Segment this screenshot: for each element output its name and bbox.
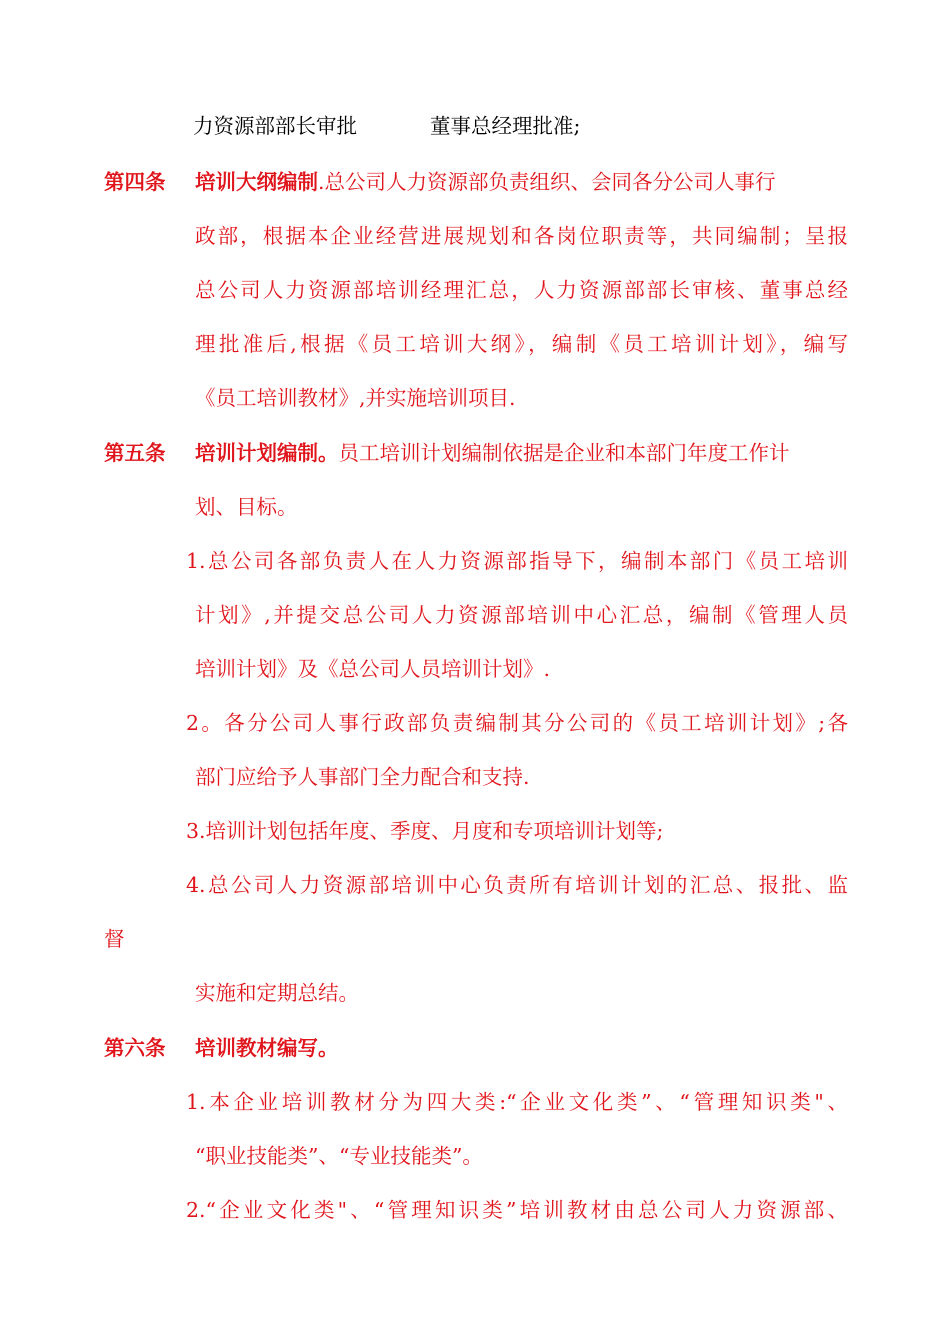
article-5-text-1: 员工培训计划编制依据是企业和本部门年度工作计 bbox=[338, 441, 790, 465]
article-4-line-3: 总公司人力资源部培训经理汇总，人力资源部部长审核、董事总经 bbox=[195, 278, 848, 302]
article-5-line-2: 划、目标。 bbox=[195, 495, 298, 519]
article-6-item-1-line-1: 1.本企业培训教材分为四大类:“企业文化类”、“管理知识类"、 bbox=[186, 1090, 848, 1114]
article-5-item-1-line-2: 计划》,并提交总公司人力资源部培训中心汇总，编制《管理人员 bbox=[195, 603, 848, 627]
article-4-line-4: 理批准后,根据《员工培训大纲》，编制《员工培训计划》，编写 bbox=[195, 332, 848, 356]
article-4-label: 第四条 bbox=[104, 170, 166, 194]
article-5-title: 培训计划编制。 bbox=[195, 441, 339, 465]
article-6-label: 第六条 bbox=[104, 1036, 166, 1060]
article-5-label: 第五条 bbox=[104, 441, 166, 465]
article-4-line-1 bbox=[195, 168, 848, 196]
article-4-line-2: 政部，根据本企业经营进展规划和各岗位职责等，共同编制；呈报 bbox=[195, 224, 848, 248]
article-5-line-1 bbox=[195, 439, 848, 467]
article-5-item-2-line-1: 2。各分公司人事行政部负责编制其分公司的《员工培训计划》;各 bbox=[186, 711, 848, 735]
article-4-title: 培训大纲编制 bbox=[195, 170, 318, 194]
article-6-item-1-line-2: “职业技能类”、“专业技能类”。 bbox=[195, 1144, 483, 1168]
article-4-line-5: 《员工培训教材》,并实施培训项目. bbox=[195, 386, 516, 410]
continuation-line-right: 董事总经理批准; bbox=[430, 114, 581, 138]
article-5-item-4-line-3: 实施和定期总结。 bbox=[195, 981, 359, 1005]
article-5-item-4-line-2: 督 bbox=[104, 927, 125, 951]
article-5-item-1-line-1: 1.总公司各部负责人在人力资源部指导下，编制本部门《员工培训 bbox=[186, 549, 848, 573]
article-5-item-2-line-2: 部门应给予人事部门全力配合和支持. bbox=[195, 765, 530, 789]
article-5-item-4-line-1: 4.总公司人力资源部培训中心负责所有培训计划的汇总、报批、监 bbox=[186, 873, 848, 897]
article-6-item-2-line-1: 2.“企业文化类"、“管理知识类”培训教材由总公司人力资源部、 bbox=[186, 1198, 848, 1222]
article-5-item-3: 3.培训计划包括年度、季度、月度和专项培训计划等; bbox=[186, 819, 664, 843]
article-4-text-1: .总公司人力资源部负责组织、会同各分公司人事行 bbox=[318, 170, 776, 194]
continuation-line-left: 力资源部部长审批 bbox=[193, 114, 357, 138]
article-5-item-1-line-3: 培训计划》及《总公司人员培训计划》. bbox=[195, 657, 551, 681]
article-6-title: 培训教材编写。 bbox=[195, 1036, 339, 1060]
